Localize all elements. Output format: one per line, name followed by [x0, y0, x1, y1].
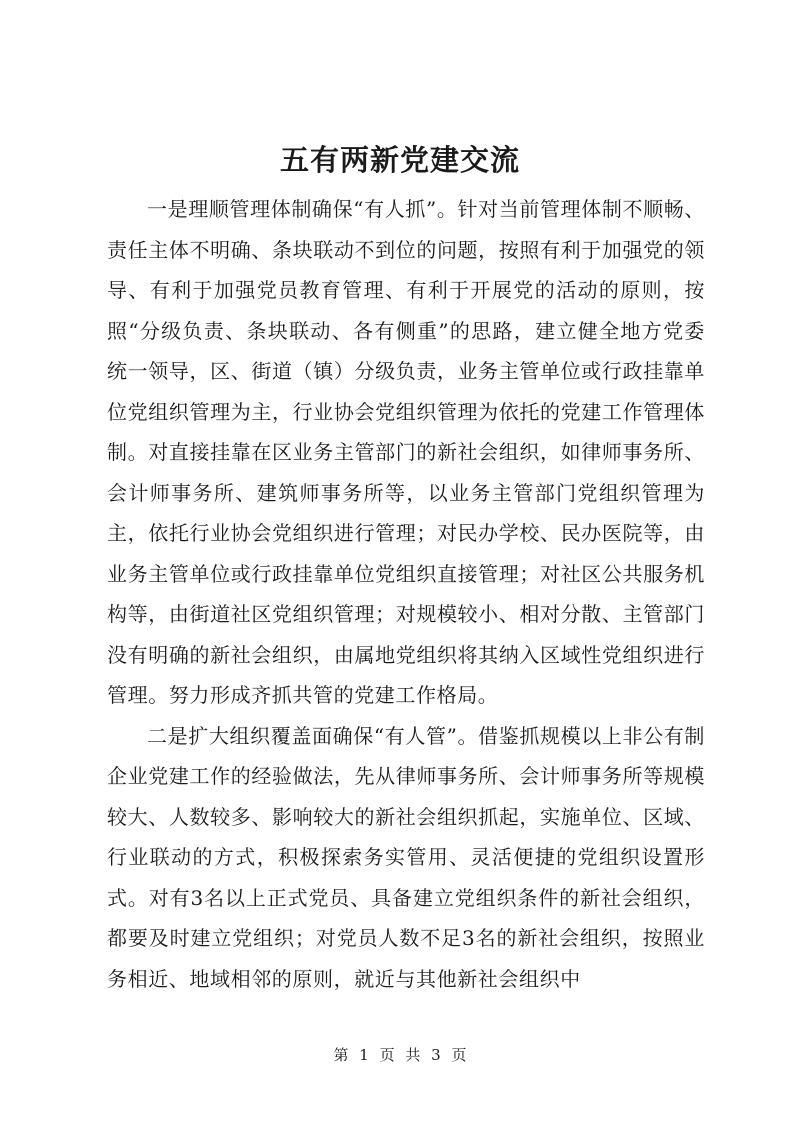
- paragraph-2: 二是扩大组织覆盖面确保“有人管”。借鉴抓规模以上非公有制企业党建工作的经验做法，先从律师事务所、会计师事务所等规模较大、人数较多、影响较大的新社会组织抓起，实施单位、区域、行业联动的方式，积极探索务实管用、灵活便捷的党组织设置形式。对有3名以上正式党员、具备建立党组织条件的新社会组织，都要及时建立党组织；对党员人数不足3名的新社会组织，按照业务相近、地域相邻的原则，就近与其他新社会组织中: [107, 723, 705, 991]
- paragraph-1: 一是理顺管理体制确保“有人抓”。针对当前管理体制不顺畅、责任主体不明确、条块联动不到位的问题，按照有利于加强党的领导、有利于加强党员教育管理、有利于开展党的活动的原则，按照“分级负责、条块联动、各有侧重”的思路，建立健全地方党委统一领导，区、街道（镇）分级负责，业务主管单位或行政挂靠单位党组织管理为主，行业协会党组织管理为依托的党建工作管理体制。对直接挂靠在区业务主管部门的新社会组织，如律师事务所、会计师事务所、建筑师事务所等，以业务主管部门党组织管理为主，依托行业协会党组织进行管理；对民办学校、民办医院等，由业务主管单位或行政挂靠单位党组织直接管理；对社区公共服务机构等，由街道社区党组织管理；对规模较小、相对分散、主管部门没有明确的新社会组织，由属地党组织将其纳入区域性党组织进行管理。努力形成齐抓共管的党建工作格局。: [107, 197, 705, 707]
- document-title: 五有两新党建交流: [279, 143, 520, 177]
- document-body: [107, 189, 705, 999]
- page-number-footer: 第 1 页 共 3 页: [333, 1046, 467, 1064]
